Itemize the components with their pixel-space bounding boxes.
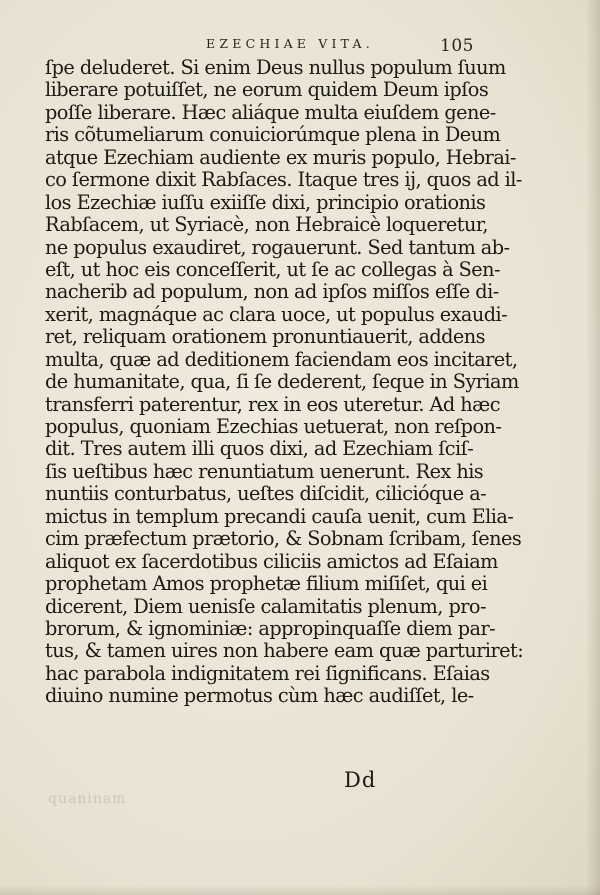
text-line: ris cõtumeliarum conuiciorúmque plena in Deum [45, 123, 501, 147]
text-line: dit. Tres autem illi quos dixi, ad Ezechiam ſciſ- [45, 437, 474, 461]
text-line: brorum, & ignominiæ: appropinquaſſe diem par- [45, 616, 496, 640]
text-line: tus, & tamen uires non habere eam quæ parturiret: [45, 639, 524, 663]
page-bottom-shadow [0, 885, 600, 895]
text-line: ne populus exaudiret, rogauerunt. Sed tantum ab- [45, 235, 510, 259]
text-line: ret, reliquam orationem pronuntiauerit, addens [45, 325, 486, 349]
signature-mark: Dd [344, 768, 377, 792]
text-line: los Ezechiæ iuſſu exiiſſe dixi, principio orationis [45, 190, 486, 214]
text-line: co ſermone dixit Rabſaces. Itaque tres ij, quos ad il- [45, 168, 522, 192]
text-line: Rabſacem, ut Syriacè, non Hebraicè loqueretur, [45, 213, 488, 237]
text-line: liberare potuiſſet, ne eorum quidem Deum ipſos [45, 78, 489, 102]
page-edge-shadow [586, 0, 600, 895]
text-line: eſt, ut hoc eis conceſſerit, ut ſe ac collegas à Sen- [45, 257, 500, 281]
text-line: atque Ezechiam audiente ex muris populo, Hebrai- [45, 145, 516, 169]
text-line: mictus in templum precandi cauſa uenit, cum Elia- [45, 504, 514, 528]
running-head [0, 36, 600, 56]
text-line: aliquot ex ſacerdotibus ciliciis amictos ad Eſaiam [45, 549, 498, 573]
text-line: populus, quoniam Ezechias uetuerat, non reſpon- [45, 415, 502, 438]
text-line: transferri paterentur, rex in eos uteretur. Ad hæc [45, 392, 500, 416]
text-line: dicerent, Diem uenisſe calamitatis plenum, pro- [45, 594, 486, 618]
body-text [45, 56, 524, 708]
text-line: nacherib ad populum, non ad ipſos miſſos eſſe di- [45, 280, 499, 304]
text-line: nuntiis conturbatus, ueſtes diſcidit, cilicióque a- [45, 482, 487, 506]
text-line: hac parabola indignitatem rei ſignificans. Eſaias [45, 661, 490, 685]
text-line: ſpe deluderet. Si enim Deus nullus populum ſuum [45, 56, 506, 79]
text-line: de humanitate, qua, ſi ſe dederent, ſeque in Syriam [45, 370, 519, 394]
text-line: multa, quæ ad deditionem faciendam eos incitaret, [45, 347, 518, 371]
text-line: xerit, magnáque ac clara uoce, ut populus exaudi- [45, 302, 508, 326]
text-line: ſis ueſtibus hæc renuntiatum uenerunt. Rex his [45, 459, 484, 483]
bleed-through-text: quaninam [48, 791, 127, 807]
text-line: cim præfectum prætorio, & Sobnam ſcribam, ſenes [45, 527, 522, 551]
text-line: poſſe liberare. Hæc aliáque multa eiuſdem gene- [45, 100, 496, 124]
text-line: diuino numine permotus cùm hæc audiſſet, le- [45, 684, 474, 708]
page-number: 105 [440, 36, 474, 56]
text-line: prophetam Amos prophetæ filium miſiſet, qui ei [45, 572, 488, 596]
running-head-title: EZECHIAE VITA. [206, 36, 374, 51]
